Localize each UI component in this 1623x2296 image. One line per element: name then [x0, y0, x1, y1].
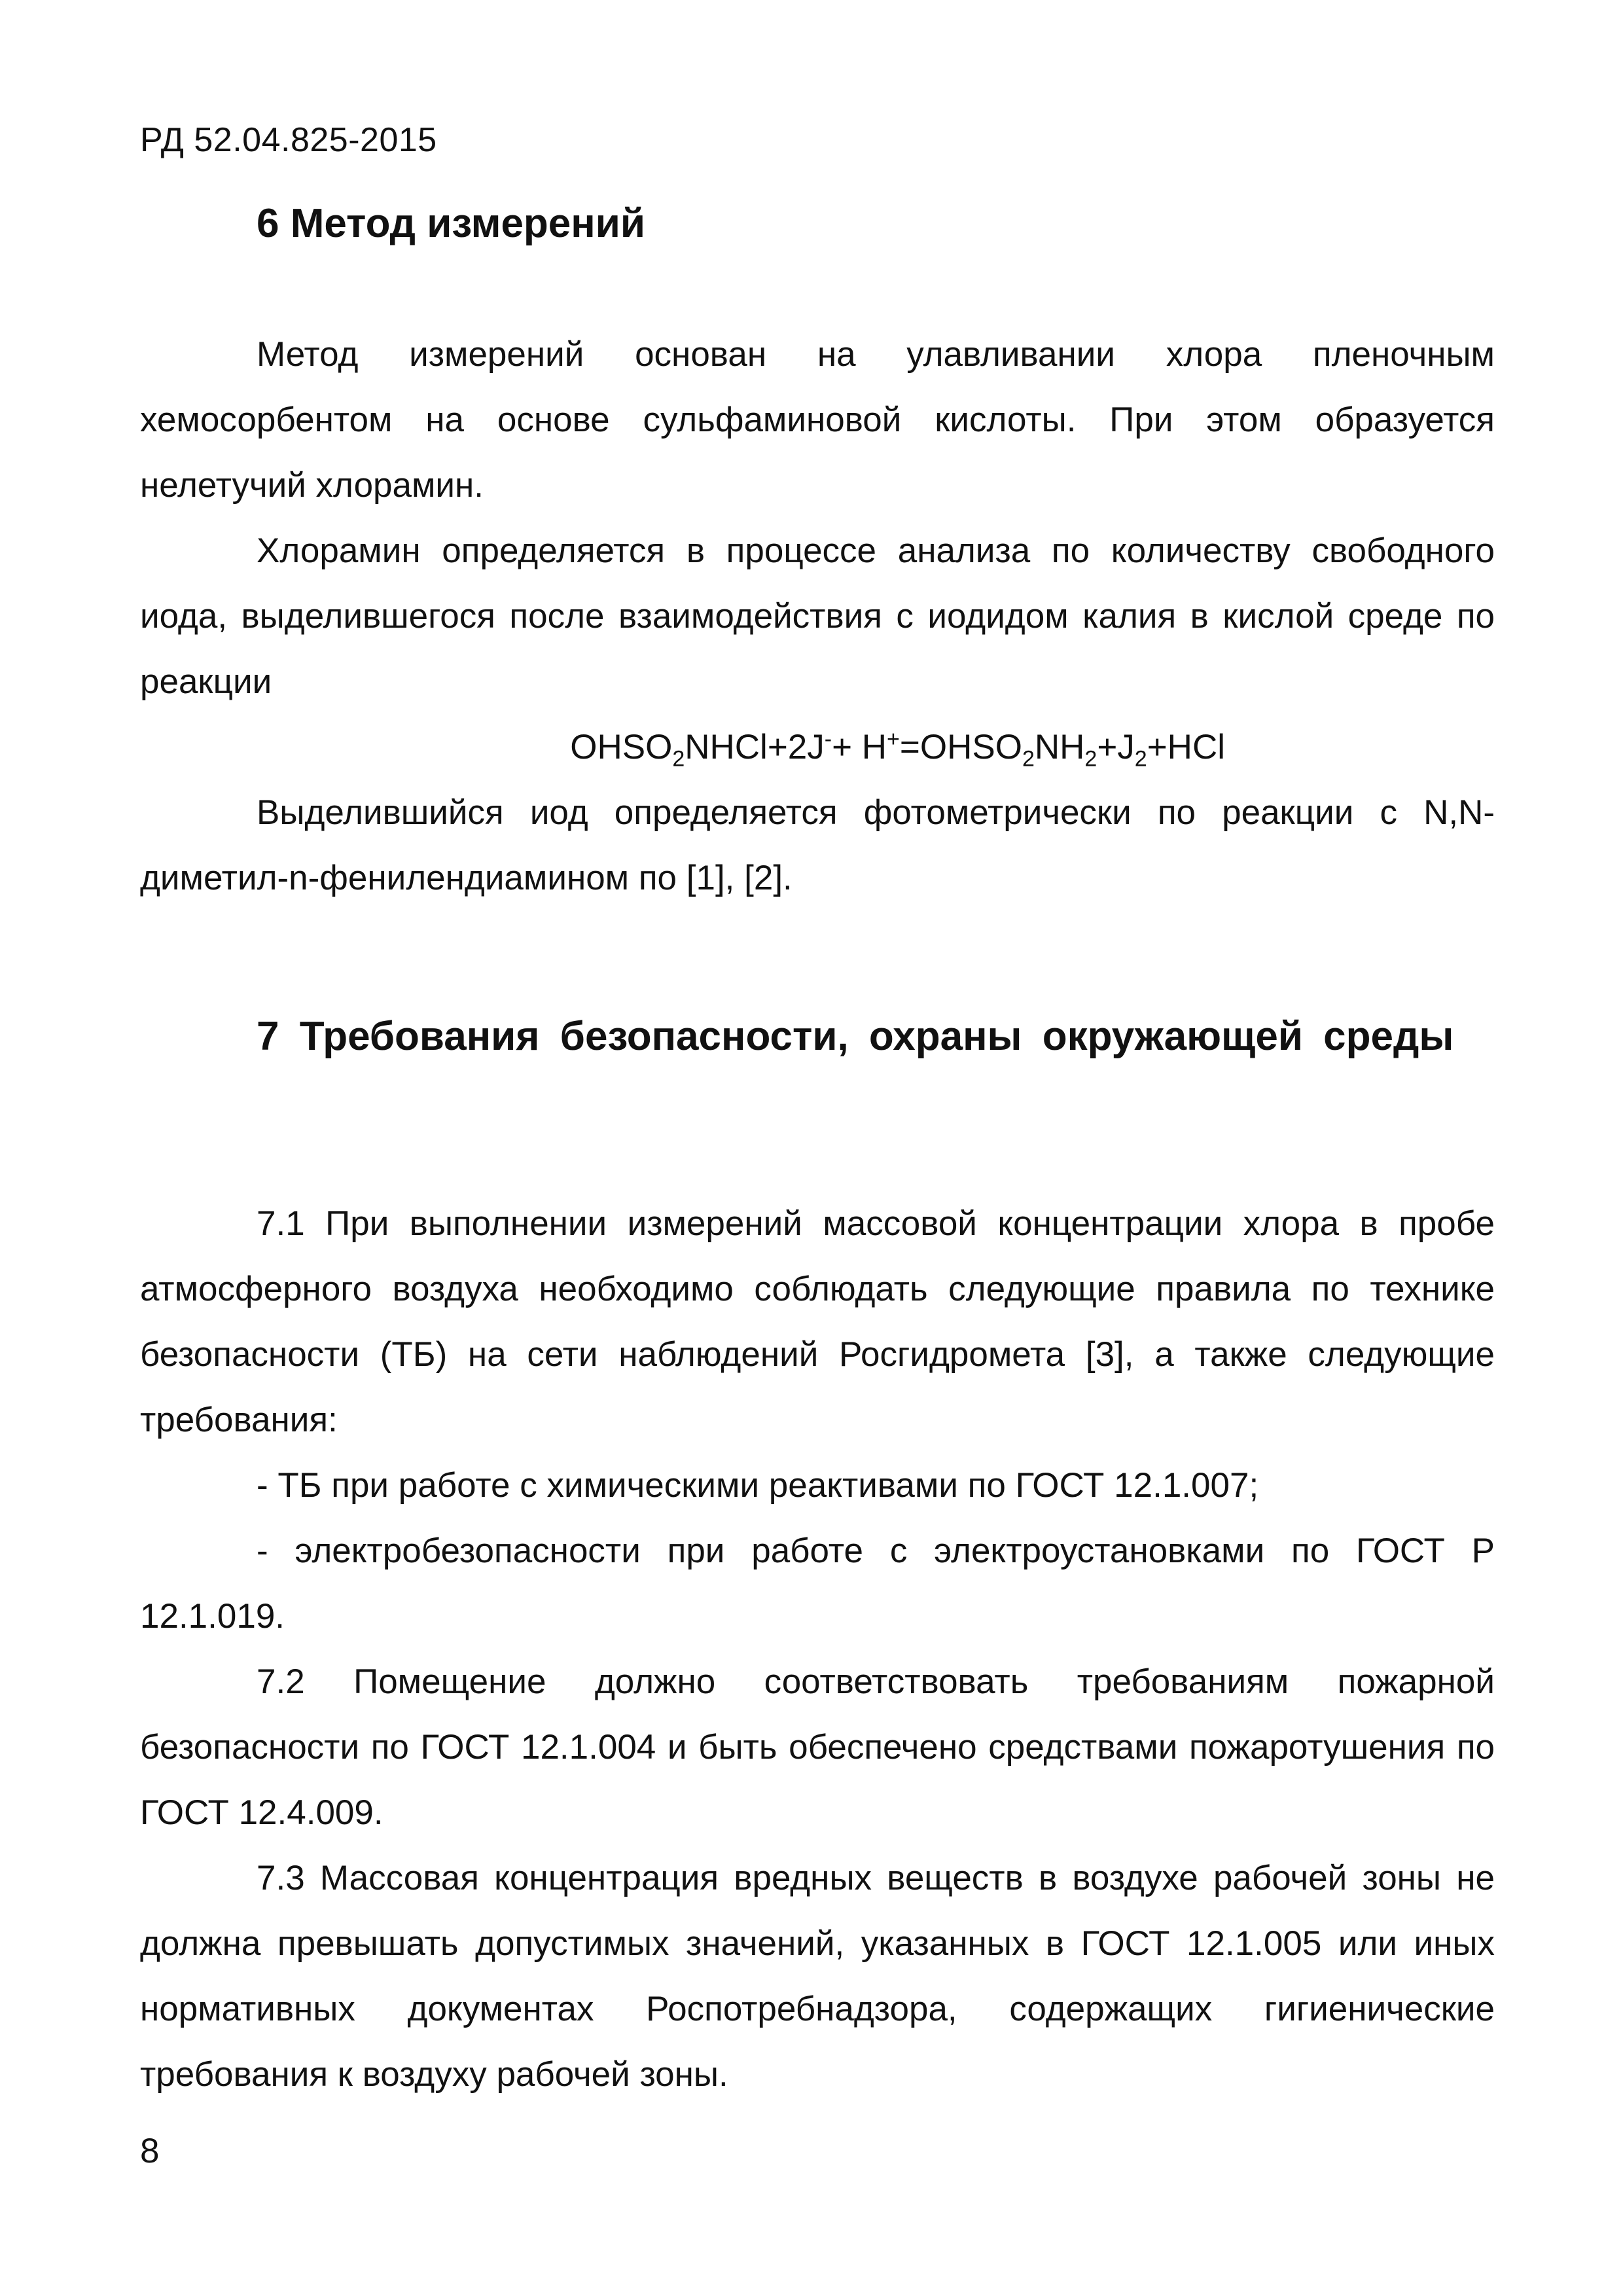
section-6-paragraph-2: Хлорамин определяется в процессе анализа по количеству свободного иода, выделившегося после взаимодействия с иодидом калия в кислой среде по реакции — [140, 531, 1495, 701]
formula-part: +HCl — [1147, 728, 1225, 766]
formula-part: + H — [832, 728, 887, 766]
section-6-paragraph-1: Метод измерений основан на улавливании хлора пленочным хемосорбентом на основе сульфаминовой кислоты. При этом образуется нелетучий хлорамин. — [140, 335, 1495, 505]
section-7-list-item-2: - электробезопасности при работе с электроустановками по ГОСТ Р 12.1.019. — [140, 1532, 1495, 1636]
page-number: 8 — [140, 2132, 160, 2170]
formula-part: =OHSO — [899, 728, 1022, 766]
formula-part: +J — [1097, 728, 1135, 766]
section-7-body — [140, 1191, 1495, 2108]
formula-part: NHCl+2J — [685, 728, 825, 766]
section-7-paragraph-7-1: 7.1 При выполнении измерений массовой концентрации хлора в пробе атмосферного воздуха необходимо соблюдать следующие правила по технике безопасности (ТБ) на сети наблюдений Росгидромета [3], а также следующие требования: — [140, 1204, 1495, 1439]
formula-superscript: + — [887, 726, 900, 752]
formula-subscript: 2 — [1084, 746, 1097, 772]
section-7-paragraph-7-3: 7.3 Массовая концентрация вредных веществ в воздухе рабочей зоны не должна превышать допустимых значений, указанных в ГОСТ 12.1.005 или иных нормативных документах Роспотребнадзора, содержащих гигиенические требования к воздуху рабочей зоны. — [140, 1859, 1495, 2094]
section-6-body — [140, 322, 1495, 911]
section-7-paragraph-7-2: 7.2 Помещение должно соответствовать требованиям пожарной безопасности по ГОСТ 12.1.004 и быть обеспечено средствами пожаротушения по ГОСТ 12.4.009. — [140, 1662, 1495, 1832]
formula-part: NH — [1034, 728, 1085, 766]
section-6-paragraph-3: Выделившийся иод определяется фотометрически по реакции с N,N-диметил-n-фенилендиамином по [1], [2]. — [140, 793, 1495, 897]
section-7-list-item-1: - ТБ при работе с химическими реактивами по ГОСТ 12.1.007; — [257, 1466, 1259, 1505]
reaction-formula — [140, 715, 1495, 780]
formula-part: OHSO — [570, 728, 673, 766]
section-7-title: 7 Требования безопасности, охраны окружающей среды — [257, 1014, 1454, 1059]
formula-subscript: 2 — [672, 746, 685, 772]
section-6-title: 6 Метод измерений — [257, 201, 645, 246]
formula-subscript: 2 — [1134, 746, 1147, 772]
formula-superscript: - — [824, 726, 832, 752]
formula-subscript: 2 — [1022, 746, 1035, 772]
document-code-header: РД 52.04.825-2015 — [140, 121, 437, 159]
